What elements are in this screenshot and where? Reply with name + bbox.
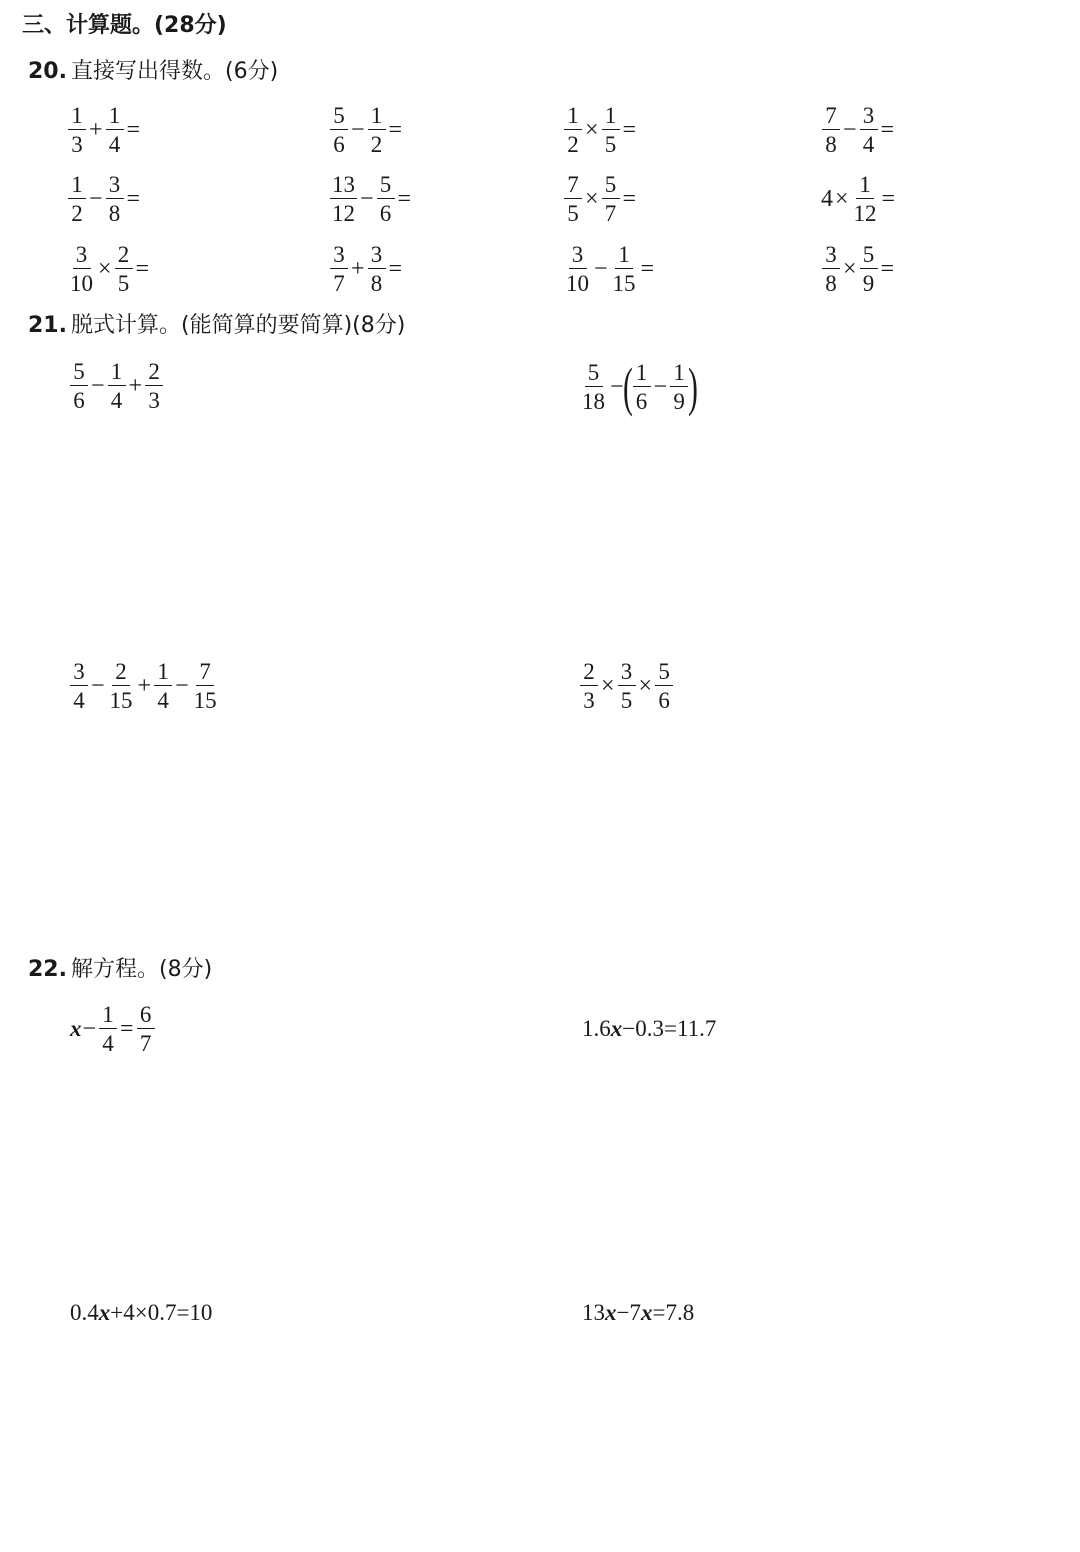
fraction: $\frac{7}{5}$ — [564, 173, 582, 225]
variable-x: x — [640, 1300, 653, 1325]
equals-sign: = — [622, 185, 637, 212]
fraction: $\frac{2}{3}$ — [580, 660, 598, 712]
operator: − — [91, 372, 105, 399]
fraction: $\frac{3}{8}$ — [106, 173, 124, 225]
equals-sign: = — [881, 185, 896, 212]
fraction: $\frac{3}{8}$ — [368, 243, 386, 295]
q20-number: 20. — [28, 59, 67, 84]
fraction: $\frac{6}{7}$ — [137, 1003, 155, 1055]
right-paren: ) — [688, 357, 699, 417]
coefficient: 13 — [582, 1300, 605, 1325]
equals-sign: = — [388, 255, 403, 282]
fraction: $\frac{5}{6}$ — [655, 660, 673, 712]
fraction: $\frac{1}{12}$ — [853, 172, 877, 226]
fraction: $\frac{7}{8}$ — [822, 104, 840, 156]
operator: × — [585, 185, 599, 212]
variable-x: x — [610, 1016, 623, 1041]
q22-equation-3 — [70, 1300, 212, 1326]
q22-heading — [28, 959, 212, 981]
operator: − — [351, 116, 365, 143]
operator: + — [351, 255, 365, 282]
equals-sign: = — [126, 116, 141, 143]
fraction: $\frac{3}{8}$ — [822, 243, 840, 295]
equation-rest: =7.8 — [652, 1300, 695, 1325]
operator: × — [835, 185, 849, 212]
left-paren: ( — [622, 357, 633, 417]
q20-problem — [328, 173, 412, 225]
equals-sign: = — [120, 1015, 134, 1042]
fraction: $\frac{1}{5}$ — [602, 104, 620, 156]
fraction: $\frac{1}{4}$ — [99, 1003, 117, 1055]
q20-problem — [562, 104, 637, 156]
operator: − — [91, 672, 105, 699]
q20-title: 直接写出得数。(6分) — [70, 59, 279, 84]
operator: − — [175, 672, 189, 699]
equals-sign: = — [135, 255, 150, 282]
fraction: $\frac{3}{10}$ — [566, 242, 589, 296]
fraction: $\frac{3}{10}$ — [70, 242, 93, 296]
operator: × — [601, 672, 615, 699]
equals-sign: = — [640, 255, 655, 282]
operator: − — [360, 185, 374, 212]
operator: − — [82, 1015, 97, 1042]
q20-heading — [28, 61, 278, 83]
fraction: $\frac{2}{3}$ — [145, 360, 163, 412]
fraction: $\frac{2}{5}$ — [115, 243, 133, 295]
operator: − — [594, 255, 608, 282]
fraction: $\frac{2}{15}$ — [109, 659, 133, 713]
q20-problem — [820, 243, 895, 295]
fraction: $\frac{3}{5}$ — [618, 660, 636, 712]
operator: × — [638, 672, 653, 699]
fraction: $\frac{1}{4}$ — [106, 104, 124, 156]
q20-problem — [328, 243, 403, 295]
q22-number: 22. — [28, 957, 67, 982]
fraction: $\frac{1}{2}$ — [368, 104, 386, 156]
fraction: $\frac{7}{15}$ — [193, 659, 217, 713]
fraction: $\frac{1}{2}$ — [564, 104, 582, 156]
operator: × — [843, 255, 857, 282]
q21-number: 21. — [28, 313, 67, 338]
fraction: $\frac{1}{15}$ — [612, 242, 636, 296]
fraction: $\frac{3}{4}$ — [860, 104, 878, 156]
q20-problem — [820, 104, 895, 156]
operator: − — [843, 116, 857, 143]
fraction: $\frac{5}{6}$ — [377, 173, 395, 225]
q21-heading — [28, 315, 405, 337]
q20-problem — [562, 243, 655, 295]
q20-problem — [66, 173, 141, 225]
operator: + — [89, 116, 103, 143]
q20-problem — [66, 104, 141, 156]
whole-number: 4 — [821, 185, 833, 212]
q21-title: 脱式计算。(能简算的要简算)(8分) — [70, 313, 406, 338]
q21-expression-2 — [578, 357, 699, 417]
operator: − — [610, 373, 624, 400]
section-title: 三、计算题。(28分) — [22, 13, 227, 38]
fraction: $\frac{5}{9}$ — [860, 243, 878, 295]
operator: × — [98, 255, 112, 282]
equals-sign: = — [880, 255, 895, 282]
variable-x: x — [70, 1016, 82, 1041]
coefficient: 0.4 — [70, 1300, 99, 1325]
fraction: $\frac{5}{6}$ — [70, 360, 88, 412]
fraction: $\frac{1}{3}$ — [68, 104, 86, 156]
q22-title: 解方程。(8分) — [70, 957, 213, 982]
q21-expression-4 — [578, 660, 675, 712]
fraction: $\frac{1}{4}$ — [108, 360, 126, 412]
variable-x: x — [98, 1300, 111, 1325]
fraction: $\frac{13}{12}$ — [332, 172, 355, 226]
operator: + — [128, 372, 143, 399]
q22-equation-2 — [582, 1016, 716, 1042]
equation-rest: −0.3=11.7 — [622, 1016, 717, 1041]
operator: × — [585, 116, 599, 143]
fraction: $\frac{1}{9}$ — [670, 361, 688, 413]
equals-sign: = — [397, 185, 412, 212]
variable-x: x — [605, 1300, 617, 1325]
fraction: $\frac{3}{7}$ — [330, 243, 348, 295]
q22-equation-1 — [70, 1003, 157, 1055]
coefficient: 1.6 — [582, 1016, 611, 1041]
equals-sign: = — [880, 116, 895, 143]
q20-problem — [562, 173, 637, 225]
fraction: $\frac{5}{6}$ — [330, 104, 348, 156]
operator: − — [653, 373, 668, 400]
equals-sign: = — [622, 116, 637, 143]
q20-problem — [328, 104, 403, 156]
q21-expression-3 — [68, 660, 221, 712]
q21-expression-1 — [68, 360, 165, 412]
equals-sign: = — [388, 116, 403, 143]
equation-rest: +4×0.7=10 — [110, 1300, 213, 1325]
operator: + — [137, 672, 152, 699]
q22-equation-4 — [582, 1300, 694, 1326]
fraction: $\frac{3}{4}$ — [70, 660, 88, 712]
fraction: $\frac{1}{2}$ — [68, 173, 86, 225]
fraction: $\frac{1}{6}$ — [633, 361, 651, 413]
fraction: $\frac{5}{7}$ — [602, 173, 620, 225]
q20-problem — [66, 243, 150, 295]
q20-problem — [820, 173, 896, 225]
fraction: $\frac{5}{18}$ — [582, 360, 605, 414]
operator: − — [89, 185, 103, 212]
equation-middle: −7 — [616, 1300, 641, 1325]
fraction: $\frac{1}{4}$ — [154, 660, 172, 712]
equals-sign: = — [126, 185, 141, 212]
